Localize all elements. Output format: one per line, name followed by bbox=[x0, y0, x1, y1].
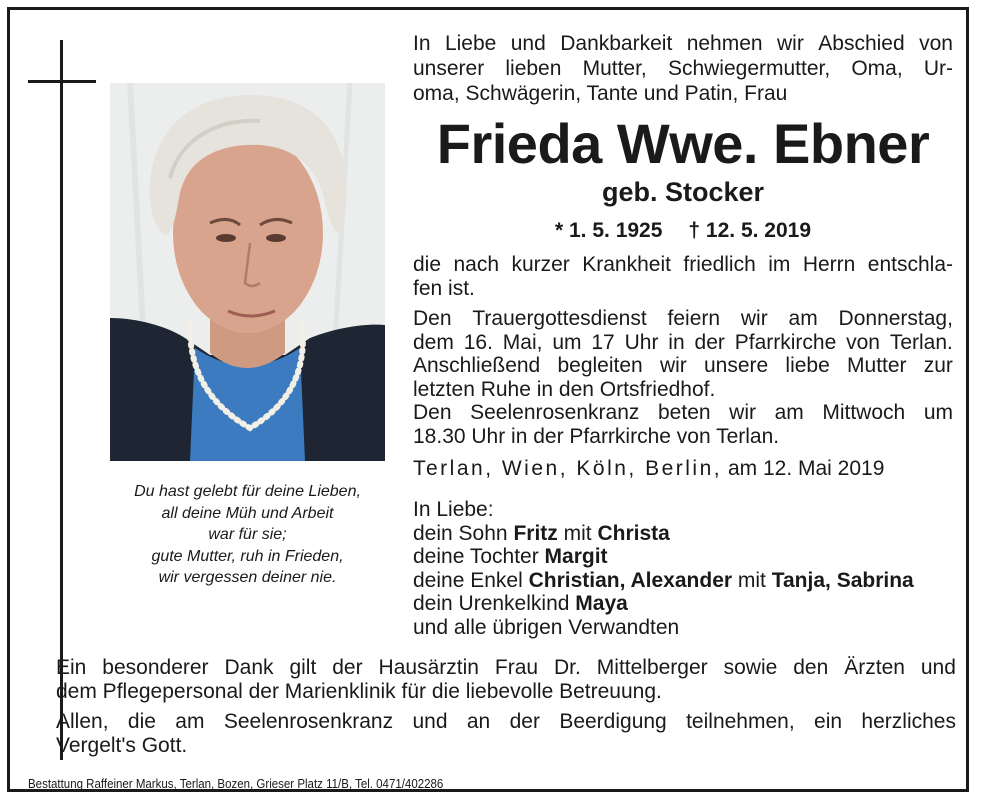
word: beten bbox=[658, 401, 711, 424]
passing-text bbox=[413, 253, 953, 300]
word: Mutter bbox=[847, 354, 907, 377]
word: 17 bbox=[591, 330, 615, 354]
word: kurzer bbox=[511, 253, 570, 276]
word: um bbox=[923, 401, 953, 424]
word: entschla- bbox=[867, 253, 953, 276]
funeral-home-footer: Bestattung Raffeiner Markus, Terlan, Bozen, Grieser Platz 11/B, Tel. 0471/402286 bbox=[28, 777, 444, 791]
funeral-line: letzten Ruhe in den Ortsfriedhof. bbox=[413, 377, 716, 401]
word: im bbox=[768, 253, 791, 276]
word: an bbox=[466, 710, 491, 733]
funeral-line bbox=[413, 401, 953, 425]
poem-line: all deine Müh und Arbeit bbox=[161, 504, 334, 522]
word: besonderer bbox=[102, 656, 209, 679]
word: Krankheit bbox=[582, 253, 671, 276]
word: Ein bbox=[56, 656, 87, 679]
son-name: Fritz bbox=[513, 521, 558, 545]
word: und bbox=[510, 32, 546, 55]
thanks-line bbox=[56, 656, 956, 680]
word: Dank bbox=[224, 656, 274, 679]
thanks-doctors bbox=[56, 656, 956, 703]
word: wir bbox=[777, 32, 804, 55]
word: den bbox=[793, 656, 829, 679]
family-line: dein Urenkelkind Maya bbox=[413, 592, 628, 615]
intro-line bbox=[413, 31, 953, 56]
poem-line: wir vergessen deiner nie. bbox=[158, 569, 337, 586]
word: um bbox=[552, 330, 582, 354]
family-line: deine Enkel Christian, Alexander mit Tanja, Sabrina bbox=[413, 568, 914, 592]
family-list bbox=[413, 498, 973, 639]
word: Dr. bbox=[554, 656, 581, 679]
word: Hausärztin bbox=[378, 656, 479, 679]
life-dates bbox=[413, 217, 953, 245]
thanks-line: dem Pflegepersonal der Marienklinik für die liebevolle Betreuung. bbox=[56, 679, 662, 703]
family-line: deine Tochter Margit bbox=[413, 545, 608, 568]
word: Frau bbox=[494, 656, 539, 679]
funeral-line bbox=[413, 354, 953, 378]
word: der bbox=[694, 330, 725, 354]
word: wir bbox=[740, 307, 768, 330]
notice-date: am 12. Mai 2019 bbox=[727, 457, 885, 480]
word: herzliches bbox=[861, 710, 956, 733]
funeral-text bbox=[413, 307, 953, 448]
word: unsere bbox=[703, 354, 769, 377]
greatgrandchild-name: Maya bbox=[575, 592, 628, 615]
word: wir bbox=[659, 354, 687, 377]
funeral-line bbox=[413, 331, 953, 355]
thanks-line bbox=[56, 710, 956, 734]
deceased-name: Frieda Wwe. Ebner bbox=[436, 112, 930, 175]
death-date: † 12. 5. 2019 bbox=[688, 219, 812, 242]
word: nach bbox=[453, 253, 500, 276]
word: Ärzten bbox=[844, 656, 905, 679]
word: Allen, bbox=[56, 710, 109, 733]
maiden-name: geb. Stocker bbox=[601, 177, 765, 207]
word: friedlich bbox=[683, 253, 756, 276]
word: zur bbox=[923, 354, 953, 377]
son-partner-name: Christa bbox=[597, 521, 670, 545]
word: teilnehmen, bbox=[686, 710, 795, 733]
word: Seelenrosenkranz bbox=[470, 401, 640, 424]
daughter-name: Margit bbox=[544, 545, 608, 568]
place-date bbox=[413, 456, 953, 482]
word: Schwiegermutter, bbox=[667, 57, 831, 80]
word: gilt bbox=[289, 656, 317, 679]
word: Oma, bbox=[851, 57, 903, 80]
word: die bbox=[127, 710, 156, 733]
word: von bbox=[846, 330, 880, 354]
word: lieben bbox=[505, 57, 562, 80]
word: Terlan. bbox=[889, 330, 953, 354]
word: die bbox=[413, 253, 442, 276]
birth-date: * 1. 5. 1925 bbox=[554, 219, 663, 242]
word: Den bbox=[413, 307, 452, 330]
word: Mai, bbox=[502, 330, 543, 354]
word: Dankbarkeit bbox=[560, 32, 673, 55]
word: Pfarrkirche bbox=[734, 330, 837, 354]
thanks-line: Vergelt's Gott. bbox=[56, 733, 188, 757]
family-line: und alle übrigen Verwandten bbox=[413, 615, 680, 639]
portrait-photo bbox=[110, 83, 385, 461]
word: Abschied bbox=[818, 32, 905, 55]
word: Mittelberger bbox=[596, 656, 708, 679]
word: der bbox=[509, 710, 540, 733]
word: nehmen bbox=[686, 32, 763, 55]
word: In bbox=[413, 32, 431, 55]
grandchildren-names: Christian, Alexander bbox=[528, 568, 733, 592]
word: dem bbox=[413, 330, 454, 354]
funeral-line: 18.30 Uhr in der Pfarrkirche von Terlan. bbox=[413, 424, 780, 448]
intro-line bbox=[413, 56, 953, 81]
word: Herrn bbox=[802, 253, 856, 276]
thanks-attendees bbox=[56, 710, 956, 757]
word: Mittwoch bbox=[822, 401, 906, 424]
portrait-image bbox=[110, 83, 385, 461]
word: 16. bbox=[463, 330, 493, 354]
memorial-poem bbox=[100, 481, 395, 589]
word: Uhr bbox=[624, 330, 659, 354]
poem-line: gute Mutter, ruh in Frieden, bbox=[151, 547, 344, 565]
word: Ur- bbox=[923, 57, 953, 80]
word: liebe bbox=[785, 354, 830, 377]
intro-line: oma, Schwägerin, Tante und Patin, Frau bbox=[413, 82, 788, 105]
poem-line: war für sie; bbox=[208, 526, 287, 543]
word: am bbox=[175, 710, 205, 733]
word: begleiten bbox=[557, 354, 643, 377]
word: Trauergottesdienst bbox=[472, 307, 647, 330]
poem-line: Du hast gelebt für deine Lieben, bbox=[134, 483, 361, 500]
word: ein bbox=[814, 710, 843, 733]
word: Mutter, bbox=[582, 57, 647, 80]
word: Den bbox=[413, 401, 452, 424]
word: unserer bbox=[413, 57, 485, 80]
family-heading: In Liebe: bbox=[413, 498, 494, 521]
word: Beerdigung bbox=[559, 710, 667, 733]
word: der bbox=[332, 656, 363, 679]
word: am bbox=[774, 401, 804, 424]
intro-text bbox=[413, 31, 953, 106]
funeral-line bbox=[413, 307, 953, 331]
word: am bbox=[788, 307, 818, 330]
grandchildren-partners: Tanja, Sabrina bbox=[771, 568, 914, 592]
word: von bbox=[919, 32, 953, 55]
word: und bbox=[920, 656, 956, 679]
word: sowie bbox=[723, 656, 778, 679]
passing-line bbox=[413, 253, 953, 277]
word: und bbox=[412, 710, 448, 733]
passing-line: fen ist. bbox=[413, 276, 475, 300]
word: in bbox=[668, 330, 685, 354]
word: wir bbox=[729, 401, 756, 424]
word: Seelenrosenkranz bbox=[223, 710, 394, 733]
word: feiern bbox=[667, 307, 721, 330]
word: Anschließend bbox=[413, 354, 541, 377]
family-line: dein Sohn Fritz mit Christa bbox=[413, 521, 670, 545]
word: Liebe bbox=[444, 32, 497, 55]
word: Donnerstag, bbox=[838, 307, 953, 330]
places: Terlan, Wien, Köln, Berlin, bbox=[413, 457, 723, 480]
